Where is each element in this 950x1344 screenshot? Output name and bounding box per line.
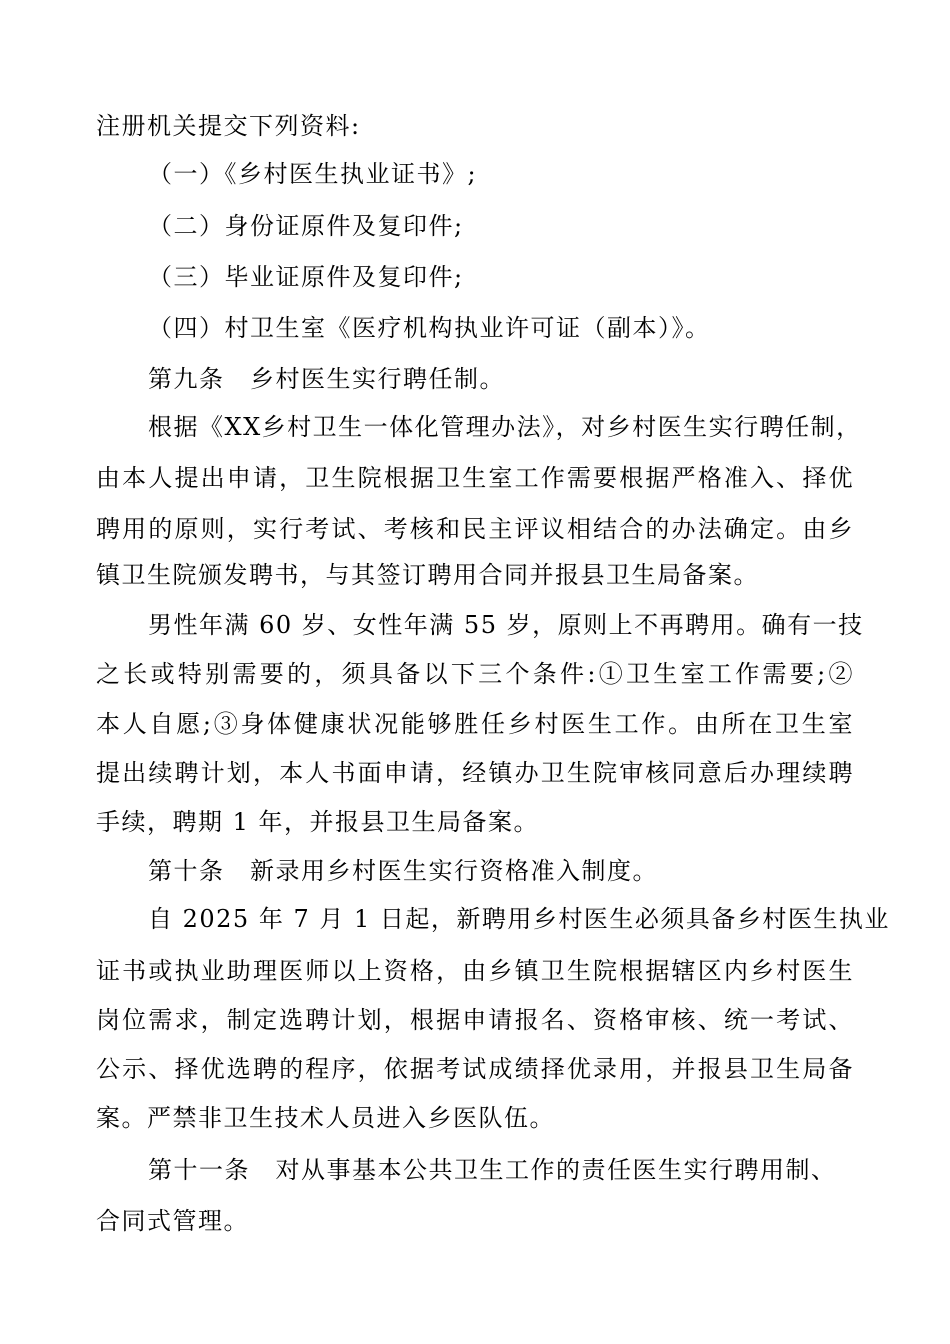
text-line: 聘用的原则，实行考试、考核和民主评议相结合的办法确定。由乡 <box>96 515 854 543</box>
list-item: （三）毕业证原件及复印件; <box>148 263 464 291</box>
text-line: 根据《XX乡村卫生一体化管理办法》，对乡村医生实行聘任制， <box>148 413 862 441</box>
text-line: 手续，聘期 1 年，并报县卫生局备案。 <box>96 808 540 836</box>
article-heading: 第九条 乡村医生实行聘任制。 <box>148 365 505 393</box>
text-line: 公示、择优选聘的程序，依据考试成绩择优录用，并报县卫生局备 <box>96 1055 854 1083</box>
text-line: 提出续聘计划，本人书面申请，经镇办卫生院审核同意后办理续聘 <box>96 759 854 787</box>
list-item: （四）村卫生室《医疗机构执业许可证（副本）》。 <box>148 314 711 342</box>
list-item: （一）《乡村医生执业证书》; <box>148 160 478 188</box>
text-line: 由本人提出申请，卫生院根据卫生室工作需要根据严格准入、择优 <box>96 464 854 492</box>
text-line: 注册机关提交下列资料: <box>96 112 361 140</box>
text-line: 案。严禁非卫生技术人员进入乡医队伍。 <box>96 1104 555 1132</box>
text-line: 男性年满 60 岁、女性年满 55 岁，原则上不再聘用。确有一技 <box>148 611 864 639</box>
text-line: 岗位需求，制定选聘计划，根据申请报名、资格审核、统一考试、 <box>96 1006 854 1034</box>
text-line: 镇卫生院颁发聘书，与其签订聘用合同并报县卫生局备案。 <box>96 561 759 589</box>
text-line: 证书或执业助理医师以上资格，由乡镇卫生院根据辖区内乡村医生 <box>96 957 854 985</box>
text-line: 本人自愿;③身体健康状况能够胜任乡村医生工作。由所在卫生室 <box>96 710 854 738</box>
article-heading: 第十条 新录用乡村医生实行资格准入制度。 <box>148 857 658 885</box>
article-heading: 第十一条 对从事基本公共卫生工作的责任医生实行聘用制、 <box>148 1156 837 1184</box>
text-line: 自 2025 年 7 月 1 日起，新聘用乡村医生必须具备乡村医生执业 <box>148 905 890 933</box>
text-line: 之长或特别需要的，须具备以下三个条件:①卫生室工作需要;② <box>96 660 854 688</box>
list-item: （二）身份证原件及复印件; <box>148 212 464 240</box>
text-line: 合同式管理。 <box>96 1207 249 1235</box>
